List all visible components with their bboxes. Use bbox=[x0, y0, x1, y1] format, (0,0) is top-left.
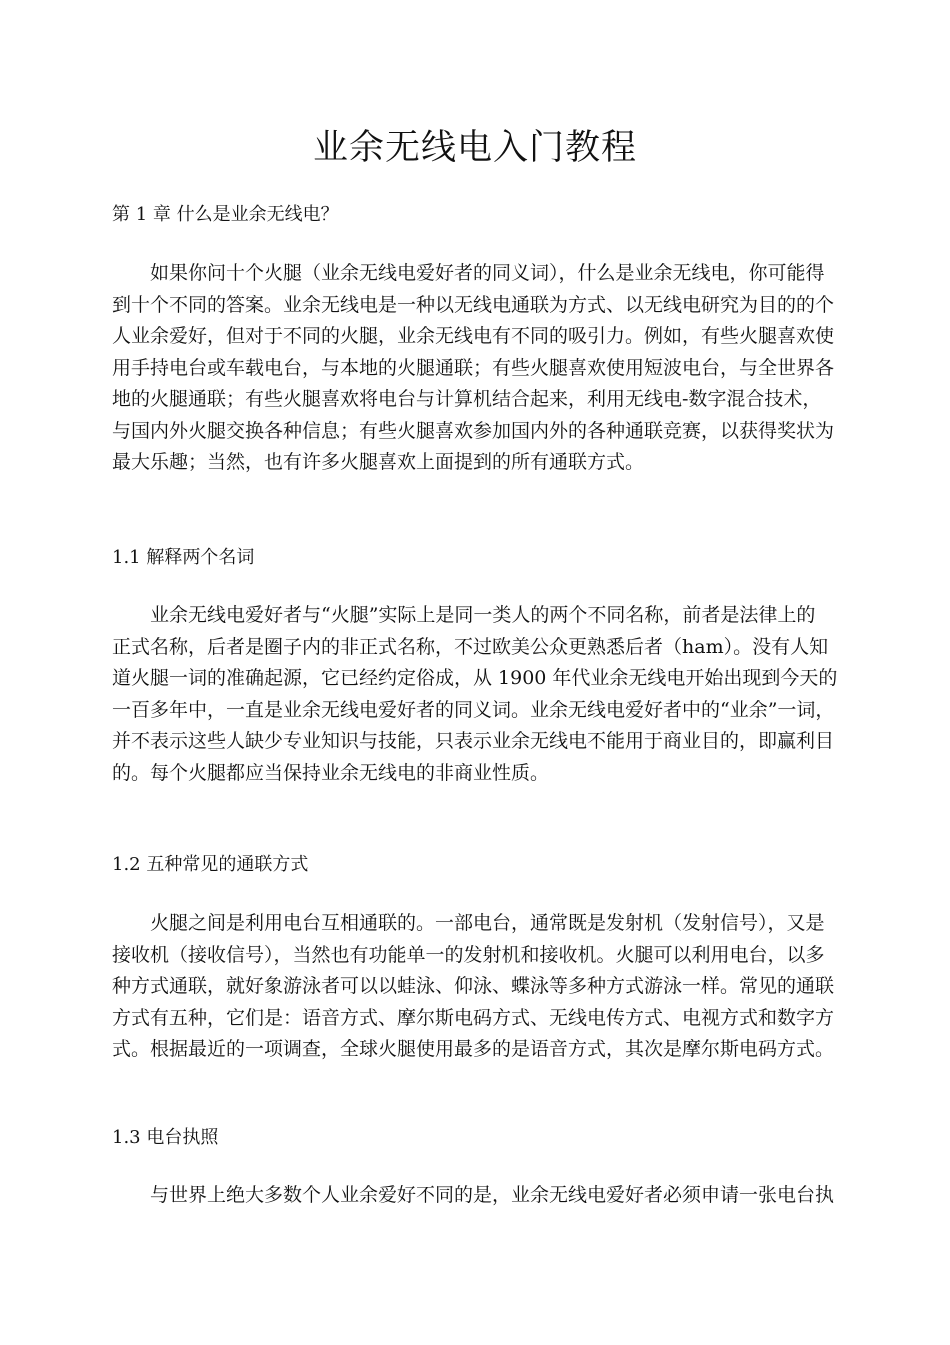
section-1-1-paragraph bbox=[112, 600, 838, 789]
paragraph-line: 方式有五种，它们是：语音方式、摩尔斯电码方式、无线电传方式、电视方式和数字方 bbox=[112, 1006, 835, 1029]
section-1-3-paragraph bbox=[112, 1180, 838, 1212]
paragraph-line: 最大乐趣；当然，也有许多火腿喜欢上面提到的所有通联方式。 bbox=[112, 451, 645, 473]
paragraph-line: 并不表示这些人缺少专业知识与技能，只表示业余无线电不能用于商业目的，即赢利目 bbox=[112, 730, 835, 752]
section-1-2-paragraph bbox=[112, 908, 838, 1066]
paragraph-line: 人业余爱好，但对于不同的火腿，业余无线电有不同的吸引力。例如，有些火腿喜欢使 bbox=[112, 325, 835, 347]
paragraph-line: 一百多年中，一直是业余无线电爱好者的同义词。业余无线电爱好者中的“业余”一词， bbox=[112, 698, 835, 721]
paragraph-line: 如果你问十个火腿（业余无线电爱好者的同义词），什么是业余无线电，你可能得 bbox=[150, 262, 825, 284]
paragraph-line: 种方式通联，就好象游泳者可以以蛙泳、仰泳、蝶泳等多种方式游泳一样。常见的通联 bbox=[112, 975, 835, 997]
paragraph-line: 到十个不同的答案。业余无线电是一种以无线电通联为方式、以无线电研究为目的的个 bbox=[112, 293, 835, 316]
chapter-1-heading: 第 1 章 什么是业余无线电？ bbox=[112, 204, 339, 225]
document-title: 业余无线电入门教程 bbox=[312, 128, 637, 168]
paragraph-line: 地的火腿通联；有些火腿喜欢将电台与计算机结合起来，利用无线电-数字混合技术， bbox=[112, 388, 822, 410]
paragraph-line: 与世界上绝大多数个人业余爱好不同的是，业余无线电爱好者必须申请一张电台执 bbox=[150, 1184, 835, 1206]
section-1-1-heading: 1.1 解释两个名词 bbox=[112, 547, 255, 568]
paragraph-line: 道火腿一词的准确起源，它已经约定俗成，从 1900 年代业余无线电开始出现到今天的 bbox=[112, 667, 838, 689]
chapter-1-paragraph bbox=[112, 258, 838, 479]
section-1-3-heading: 1.3 电台执照 bbox=[112, 1127, 219, 1148]
paragraph-line: 式。根据最近的一项调查，全球火腿使用最多的是语音方式，其次是摩尔斯电码方式。 bbox=[112, 1038, 835, 1060]
paragraph-line: 用手持电台或车载电台，与本地的火腿通联；有些火腿喜欢使用短波电台，与全世界各 bbox=[112, 356, 835, 379]
paragraph-line: 业余无线电爱好者与“火腿”实际上是同一类人的两个不同名称，前者是法律上的 bbox=[150, 604, 816, 626]
section-1-2-heading: 1.2 五种常见的通联方式 bbox=[112, 854, 309, 875]
paragraph-line: 正式名称，后者是圈子内的非正式名称，不过欧美公众更熟悉后者（ham）。没有人知 bbox=[112, 635, 829, 658]
paragraph-line: 与国内外火腿交换各种信息；有些火腿喜欢参加国内外的各种通联竞赛，以获得奖状为 bbox=[112, 419, 835, 442]
paragraph-line: 的。每个火腿都应当保持业余无线电的非商业性质。 bbox=[112, 761, 550, 784]
paragraph-line: 火腿之间是利用电台互相通联的。一部电台，通常既是发射机（发射信号），又是 bbox=[150, 912, 825, 934]
paragraph-line: 接收机（接收信号），当然也有功能单一的发射机和接收机。火腿可以利用电台，以多 bbox=[112, 943, 825, 966]
